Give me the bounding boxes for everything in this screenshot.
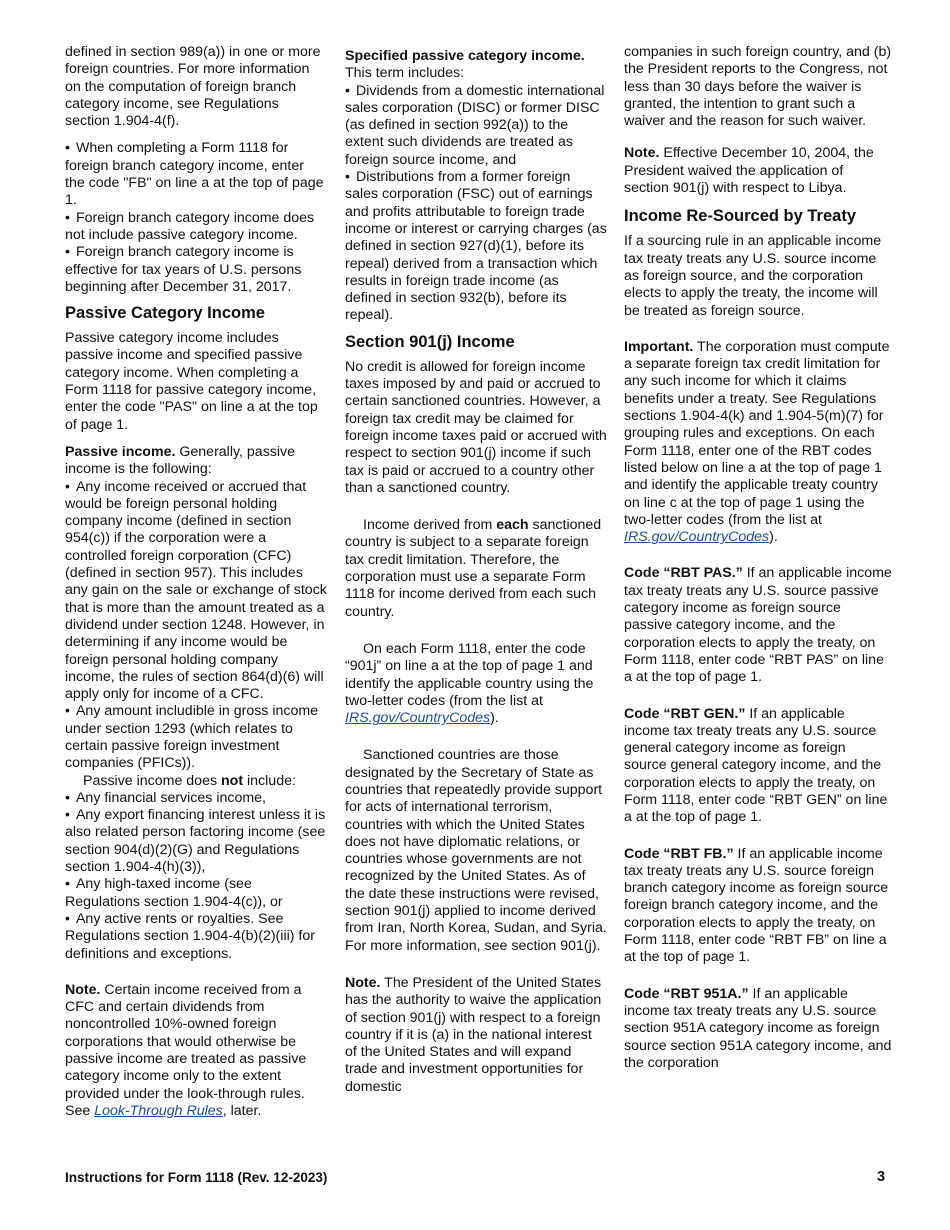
bullet-item: • Any income received or accrued that would be foreign personal holding company income (defined in section 954(c)) if the corporation were a controlled foreign corporation (CFC) (defined in section 957). This includes any gain on the sale or exchange of stock that is more than the amount treated as a dividend under section 1248. However, in determining if any income would be foreign personal holding company income, the rules of section 864(d)(6) will apply only for income of a CFC.	[65, 479, 327, 704]
paragraph: Income derived from each sanctioned country is subject to a separate foreign tax credit limitation. Therefore, the corporation must use a separate Form 1118 for income derived from each such country.	[345, 517, 602, 620]
bullet-item: • Any active rents or royalties. See Regulations section 1.904-4(b)(2)(iii) for definitions and exceptions.	[65, 911, 327, 963]
paragraph: No credit is allowed for foreign income taxes imposed by and paid or accrued to certain sanctioned countries. However, a foreign tax credit may be claimed for foreign income taxes paid or accrued with respect to section 901(j) income if such tax is paid or accrued to a country other than a sanctioned country.	[345, 358, 607, 496]
country-codes-link[interactable]: IRS.gov/CountryCodes	[345, 710, 491, 727]
bullet-item: • Foreign branch category income does not include passive category income.	[65, 210, 327, 245]
note-paragraph: Note. The President of the United States has the authority to waive the application of section 901(j) with respect to a foreign country if it is (a) in the national interest of the United States and will expand trade and investment opportunities for domestic	[345, 974, 602, 1095]
section-heading: Section 901(j) Income	[345, 332, 515, 351]
code-paragraph: Code “RBT FB.” If an applicable income tax treaty treats any U.S. source foreign branch category income as foreign source foreign branch category income, and the corporation elects to apply the treaty, on Form 1118, enter code “RBT FB” on line a at the top of page 1.	[624, 845, 889, 966]
section-heading: Passive Category Income	[65, 304, 265, 323]
bullet-item: • Any high-taxed income (see Regulations section 1.904-4(c)), or	[65, 876, 327, 911]
bullet-item: • When completing a Form 1118 for foreign branch category income, enter the code "FB" on line a at the top of page 1.	[65, 140, 327, 209]
paragraph: companies in such foreign country, and (b) the President reports to the Congress, not less than 30 days before the waiver is granted, the intention to grant such a waiver and the reason for such waiver.	[624, 44, 892, 130]
paragraph: Passive income. Generally, passive income is the following:	[65, 443, 296, 478]
paragraph: Passive income does not include:	[83, 772, 296, 789]
section-heading: Income Re-Sourced by Treaty	[624, 207, 856, 226]
column-1	[65, 44, 327, 1130]
bullet-item: • Foreign branch category income is effective for tax years of U.S. persons beginning after December 31, 2017.	[65, 244, 327, 296]
country-codes-link[interactable]: IRS.gov/CountryCodes	[624, 529, 770, 546]
bullet-item: • Any financial services income,	[65, 790, 327, 807]
bullet-item: • Any export financing interest unless it is also related person factoring income (see section 904(d)(2)(G) and Regulations section 1.904-4(h)(3)),	[65, 807, 327, 876]
code-paragraph: Code “RBT 951A.” If an applicable income tax treaty treats any U.S. source section 951A category income as foreign source section 951A category income, and the corporation	[624, 985, 892, 1071]
bullet-item: • Distributions from a former foreign sales corporation (FSC) out of earnings and profits attributable to foreign trade income or interest or carrying charges (as defined in section 927(d)(1), before its repeal) derived from a transaction which results in foreign trade income (as defined in section 932(b), before its repeal).	[345, 169, 607, 325]
note-paragraph: Note. Effective December 10, 2004, the President waived the application of section 901(j) with respect to Libya.	[624, 145, 874, 197]
column-2	[345, 44, 607, 1106]
page-number: 3	[877, 1169, 886, 1185]
code-paragraph: Code “RBT GEN.” If an applicable income tax treaty treats any U.S. source general category income as foreign source general category income, and the corporation elects to apply the treaty, on Form 1118, enter code “RBT GEN” on line a at the top of page 1.	[624, 705, 888, 826]
look-through-rules-link[interactable]: Look-Through Rules	[94, 1102, 223, 1119]
paragraph: Specified passive category income. This term includes:	[345, 48, 585, 82]
paragraph: Important. The corporation must compute a separate foreign tax credit limitation for any such income for which it claims benefits under a treaty. See Regulations sections 1.904-4(k) and 1.904-5(m)(7) for grouping rules and exceptions. On each Form 1118, enter one of the RBT codes listed below on line a at the top of page 1 and identify the applicable treaty country on line c at the top of page 1 using the two-letter codes (from the list at IRS.gov/CountryCodes).	[624, 338, 890, 546]
bullet-item: • Dividends from a domestic international sales corporation (DISC) or former DISC (as defined in section 992(a)) to the extent such dividends are treated as foreign source income, and	[345, 83, 607, 169]
paragraph: defined in section 989(a)) in one or more foreign countries. For more information on the computation of foreign branch category income, see Regulations section 1.904-4(f).	[65, 44, 321, 130]
paragraph: Sanctioned countries are those designated by the Secretary of State as countries that repeatedly provide support for acts of international terrorism, countries with which the United States does not have diplomatic relations, or countries whose governments are not recognized by the United States. As of the date these instructions were revised, section 901(j) applied to income derived from Iran, North Korea, Sudan, and Syria. For more information, see section 901(j).	[345, 747, 607, 954]
column-3	[624, 44, 892, 1082]
paragraph: On each Form 1118, enter the code “901j” on line a at the top of page 1 and identify the applicable country using the two-letter codes (from the list at IRS.gov/CountryCodes).	[345, 640, 594, 727]
paragraph: Passive category income includes passive income and specified passive category income. When completing a Form 1118 for passive category income, enter the code "PAS" on line a at the top of page 1.	[65, 330, 318, 433]
footer-form-title: Instructions for Form 1118 (Rev. 12-2023)	[65, 1170, 328, 1185]
bullet-item: • Any amount includible in gross income under section 1293 (which relates to certain passive foreign investment companies (PFICs)).	[65, 703, 327, 772]
code-paragraph: Code “RBT PAS.” If an applicable income tax treaty treats any U.S. source passive category income as foreign source passive category income, and the corporation elects to apply the treaty, on Form 1118, enter code “RBT PAS” on line a at the top of page 1.	[624, 565, 892, 686]
lead-in: Passive income.	[65, 443, 176, 460]
paragraph: If a sourcing rule in an applicable income tax treaty treats any U.S. source income as foreign source, and the corporation elects to apply the treaty, the income will be treated as foreign source.	[624, 233, 882, 319]
note-paragraph: Note. Certain income received from a CFC and certain dividends from noncontrolled 10%-owned foreign corporations that would otherwise be passive income are treated as passive category income only to the extent provided under the look-through rules. See Look-Through Rules, later.	[65, 981, 307, 1119]
